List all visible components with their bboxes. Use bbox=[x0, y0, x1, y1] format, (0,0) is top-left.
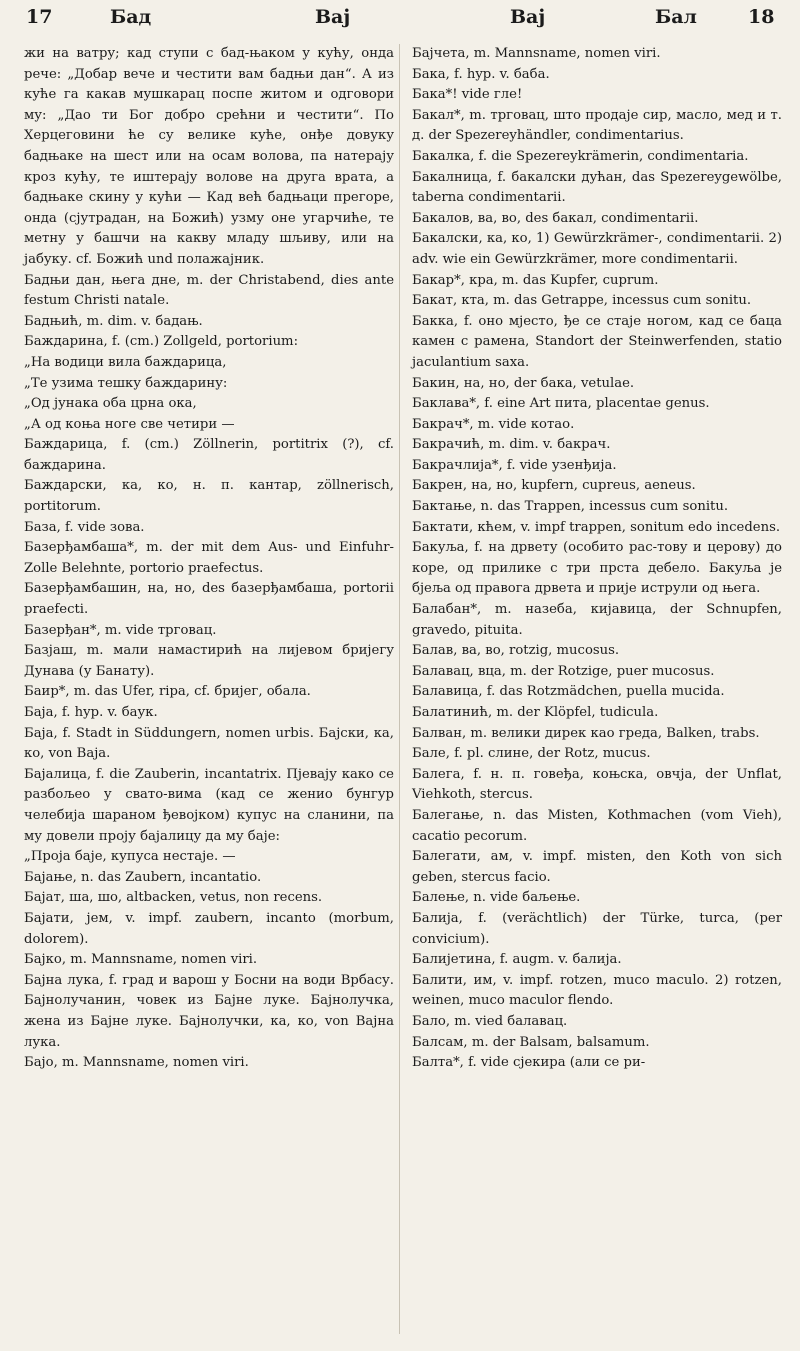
right-page-number: 18 bbox=[748, 6, 775, 28]
left-column bbox=[24, 44, 394, 1074]
dictionary-entry: Базерђамбаша*, m. der mit dem Aus- und Einfuhr-Zolle Belehnte, portorio praefectus. bbox=[24, 540, 394, 576]
dictionary-entry: Бадњи дан, њега дне, m. der Christabend, dies ante festum Christi natale. bbox=[24, 272, 394, 309]
dictionary-entry: Балта*, f. vide сјекира (али се ри- bbox=[412, 1055, 646, 1071]
dictionary-entry: Бака, f. hyp. v. баба. bbox=[412, 66, 550, 82]
right-column bbox=[412, 44, 782, 1074]
dictionary-entry: „Од јунака оба црна ока, bbox=[24, 396, 197, 412]
dictionary-entry: Баклава*, f. eine Art пита, placentae genus. bbox=[412, 396, 710, 412]
dictionary-entry: Бакалов, ва, во, des бакал, condimentarii. bbox=[412, 210, 699, 226]
dictionary-entry: Бајко, m. Mannsname, nomen viri. bbox=[24, 952, 258, 968]
dictionary-entry: Балатинић, m. der Klöpfel, tudicula. bbox=[412, 705, 659, 720]
dictionary-entry: Балење, n. vide баљење. bbox=[412, 890, 581, 906]
dictionary-entry: Бакрачлија*, f. vide узенђија. bbox=[412, 457, 617, 473]
dictionary-entry: Баждарина, f. (cm.) Zollgeld, portorium: bbox=[24, 334, 299, 350]
dictionary-entry: Балега, f. н. п. говеђа, коњска, овчја, der Unflat, Viehkoth, stercus. bbox=[412, 766, 782, 803]
dictionary-entry: Балабан*, m. назеба, кијавица, der Schnupfen, gravedo, pituita. bbox=[412, 602, 782, 638]
dictionary-entry: жи на ватру; кад ступи с бад-њаком у кућу, онда рече: „Добар вече и честити вам бадњи дан“. А из куће га какав мушкарац поспе житом и одговори му: „Дао ти Бог добро срећни и честити“. По Херцеговини ће су велике куће, онђе довуку бадњаке на шест или на осам волова, па натерају кроз кућу, те иштерају волове на друга врата, а бадњаке скину у кући — Кад већ бадњаци прегоре, онда (сјутрадан, на Божић) узму оне угарчиће, те метну у башчи на какву младу шљиву, или на јабуку. cf. Божић und полажајник. bbox=[24, 46, 394, 267]
dictionary-entry: „Те узима тешку баждарину: bbox=[24, 375, 228, 391]
dictionary-entry: Бакалка, f. die Spezereykrämerin, condimentaria. bbox=[412, 148, 749, 164]
dictionary-entry: Балијетина, f. augm. v. балија. bbox=[412, 952, 622, 968]
dictionary-entry: Балсам, m. der Balsam, balsamum. bbox=[412, 1034, 650, 1050]
dictionary-entry: Бака*! vide гле! bbox=[412, 87, 523, 103]
dictionary-entry: Балав, ва, во, rotzig, mucosus. bbox=[412, 643, 620, 659]
dictionary-entry: Баждарица, f. (cm.) Zöllnerin, portitrix (?), cf. баждарина. bbox=[24, 437, 394, 473]
dictionary-entry: Бакалница, f. бакалски дућан, das Spezereygewölbe, taberna condimentarii. bbox=[412, 169, 782, 206]
dictionary-entry: Балегати, ам, v. impf. misten, den Koth von sich geben, stercus facio. bbox=[412, 849, 782, 885]
dictionary-entry: Бакар*, кра, m. das Kupfer, cuprum. bbox=[412, 272, 659, 288]
dictionary-entry: Бале, f. pl. слине, der Rotz, mucus. bbox=[412, 746, 651, 762]
dictionary-entry: Бактати, кћем, v. impf trappen, sonitum edo incedens. bbox=[412, 519, 781, 535]
dictionary-entry: Бакка, f. оно мјесто, ђе се стаје ногом, кад се баца камен с рамена, Standort der Steinwerfenden, statio jaculantium saxa. bbox=[412, 313, 782, 370]
running-header bbox=[0, 0, 800, 40]
dictionary-entry: Бакат, кта, m. das Getrappe, incessus cum sonitu. bbox=[412, 293, 752, 309]
dictionary-entry: Балавац, вца, m. der Rotzige, puer mucosus. bbox=[412, 663, 715, 679]
dictionary-entry: Балегање, n. das Misten, Kothmachen (vom Vieh), cacatio pecorum. bbox=[412, 807, 782, 844]
dictionary-entry: Балија, f. (verächtlich) der Türke, turca, (per convicium). bbox=[412, 910, 782, 947]
dictionary-entry: Балавица, f. das Rotzmädchen, puella mucida. bbox=[412, 684, 725, 700]
dictionary-entry: „Проја баје, купуса нестаје. — bbox=[24, 849, 236, 865]
left-page-number: 17 bbox=[26, 6, 53, 28]
dictionary-entry: Бајчета, m. Mannsname, nomen viri. bbox=[412, 46, 661, 61]
dictionary-entry: Бактање, n. das Trappen, incessus cum sonitu. bbox=[412, 499, 729, 515]
dictionary-entry: Баја, f. hyp. v. баук. bbox=[24, 705, 158, 720]
dictionary-entry: Бало, m. vied балавац. bbox=[412, 1013, 568, 1029]
dictionary-entry: Бајати, јем, v. impf. zaubern, incanto (morbum, dolorem). bbox=[24, 910, 394, 947]
dictionary-entry: База, f. vide зова. bbox=[24, 519, 145, 535]
right-guide-word-first: Baj bbox=[510, 6, 546, 28]
dictionary-entry: „На водици вила баждарица, bbox=[24, 354, 227, 370]
dictionary-entry: Базјаш, m. мали намастирић на лијевом бријегу Дунава (у Банату). bbox=[24, 643, 394, 679]
dictionary-entry: Бакрен, на, но, kupfern, cupreus, aeneus. bbox=[412, 478, 696, 494]
dictionary-entry: Бадњић, m. dim. v. бадањ. bbox=[24, 313, 203, 329]
dictionary-entry: Бакуља, f. на дрвету (особито рас-тову и церову) до коре, од прилике с три прста дебело. Бакуља је бјеља од правога дрвета и прије иструли од њега. bbox=[412, 540, 782, 597]
right-guide-word-last: Бал bbox=[655, 6, 697, 28]
column-divider bbox=[399, 44, 400, 1334]
dictionary-entry: Бајање, n. das Zaubern, incantatio. bbox=[24, 869, 262, 885]
left-guide-word-last: Baj bbox=[315, 6, 351, 28]
dictionary-entry: Бајна лука, f. град и варош у Босни на води Врбасу. Бајнолучанин, човек из Бајне луке. Бајнолучка, жена из Бајне луке. Бајнолучки, ка, ко, von Bajна лука. bbox=[24, 972, 394, 1050]
dictionary-entry: Базерђан*, m. vide трговац. bbox=[24, 622, 217, 638]
dictionary-entry: „А од коња ноге све четири — bbox=[24, 416, 235, 432]
dictionary-entry: Бакрач*, m. vide котао. bbox=[412, 416, 575, 432]
dictionary-entry: Баир*, m. das Ufer, ripa, cf. бријег, обала. bbox=[24, 684, 311, 700]
dictionary-entry: Бакалски, ка, ко, 1) Gewürzkrämer-, condimentarii. 2) adv. wie ein Gewürzkrämer, more condimentarii. bbox=[412, 231, 782, 267]
dictionary-entry: Бајат, ша, шо, altbacken, vetus, non recens. bbox=[24, 890, 323, 906]
dictionary-entry: Бакин, на, но, der бака, vetulae. bbox=[412, 375, 635, 391]
dictionary-entry: Балван, m. велики дирек као греда, Balken, trabs. bbox=[412, 725, 760, 741]
dictionary-entry: Бакал*, m. трговац, што продаје сир, масло, мед и т. д. der Spezereyhändler, condimentarius. bbox=[412, 107, 782, 144]
dictionary-entry: Бајалица, f. die Zauberin, incantatrix. Пјевају како се разбољео у свато-вима (кад се женио бунгур челебија шараном ђевојком) купус на сланини, па му довели проју бајалицу да му баје: bbox=[24, 766, 394, 844]
dictionary-entry: Балити, им, v. impf. rotzen, muco maculo. 2) rotzen, weinen, muco maculor flendo. bbox=[412, 972, 782, 1009]
left-guide-word-first: Бад bbox=[110, 6, 152, 28]
dictionary-entry: Баждарски, ка, ко, н. п. кантар, zöllnerisch, portitorum. bbox=[24, 478, 394, 515]
dictionary-entry: Базерђамбашин, на, но, des базерђамбаша, portorii praefecti. bbox=[24, 581, 394, 618]
dictionary-entry: Баја, f. Stadt in Süddungern, nomen urbis. Бајски, ка, ко, von Baja. bbox=[24, 725, 394, 762]
dictionary-entry: Бајо, m. Mannsname, nomen viri. bbox=[24, 1055, 249, 1071]
dictionary-entry: Бакрачић, m. dim. v. бакрач. bbox=[412, 437, 611, 453]
